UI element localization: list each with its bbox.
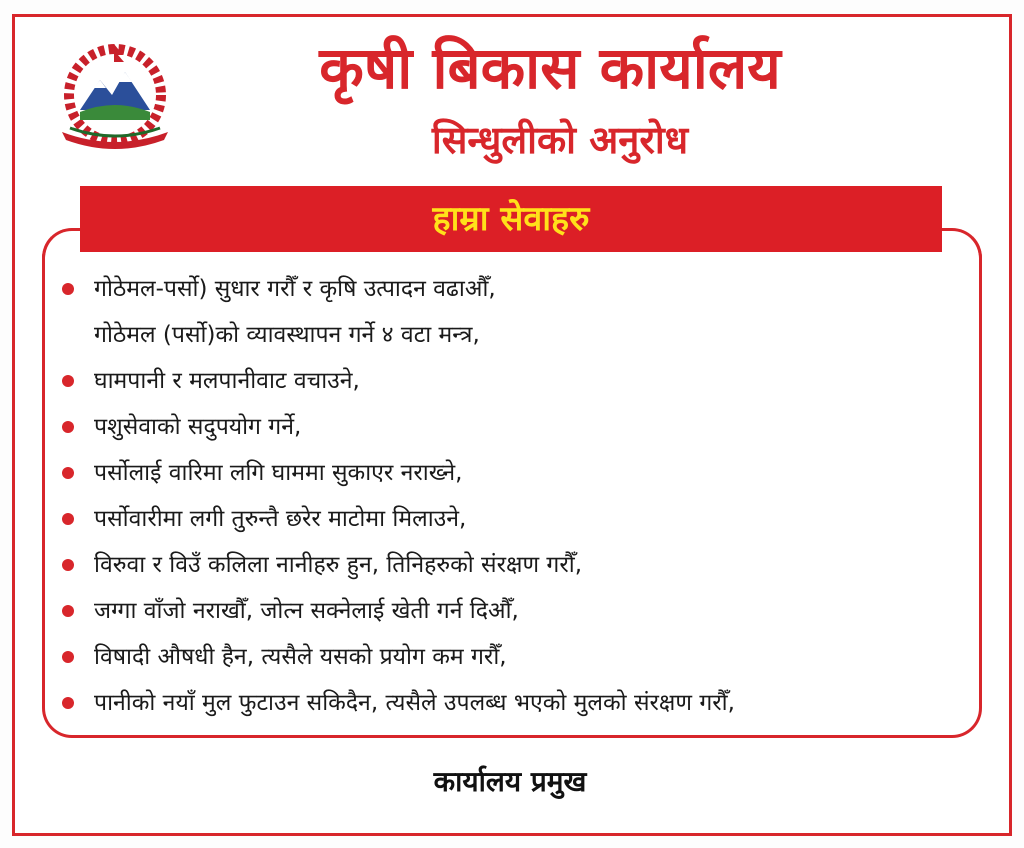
list-item [58, 404, 968, 450]
service-text: पर्सोवारीमा लगी तुरुन्तै छरेर माटोमा मिलाउने, [94, 506, 467, 532]
services-banner-label: हाम्रा सेवाहरु [432, 199, 590, 239]
service-text: विषादी औषधी हैन, त्यसैले यसको प्रयोग कम गरौँ, [94, 644, 507, 670]
list-item [58, 680, 968, 726]
service-text: गोठेमल (पर्सो)को व्यावस्थापन गर्ने ४ वटा मन्त्र, [94, 322, 480, 348]
office-subtitle: सिन्धुलीको अनुरोध [431, 118, 689, 162]
bullet-icon [62, 559, 74, 571]
service-text: पर्सोलाई वारिमा लगि घाममा सुकाएर नराख्ने, [94, 460, 463, 486]
service-text: पशुसेवाको सदुपयोग गर्ने, [94, 414, 302, 440]
list-item [58, 496, 968, 542]
bullet-icon [62, 283, 74, 295]
list-item [58, 450, 968, 496]
bullet-icon [62, 651, 74, 663]
service-text: जग्गा वाँजो नराखौँ, जोत्न सक्नेलाई खेती गर्न दिऔँ, [94, 598, 519, 624]
bullet-icon [62, 375, 74, 387]
bullet-icon [62, 513, 74, 525]
service-text: विरुवा र विउँ कलिला नानीहरु हुन, तिनिहरुको संरक्षण गरौँ, [94, 552, 583, 578]
list-item [58, 358, 968, 404]
list-item [58, 312, 968, 358]
office-chief-signature: कार्यालय प्रमुख [433, 765, 587, 798]
service-text: पानीको नयाँ मुल फुटाउन सकिदैन, त्यसैले उपलब्ध भएको मुलको संरक्षण गरौँ, [94, 690, 735, 716]
service-text: घामपानी र मलपानीवाट वचाउने, [94, 368, 360, 394]
list-item [58, 634, 968, 680]
bullet-icon [62, 467, 74, 479]
list-item [58, 542, 968, 588]
services-list [58, 266, 968, 726]
list-item [58, 266, 968, 312]
service-text: गोठेमल-पर्सो) सुधार गरौँ र कृषि उत्पादन वढाऔँ, [94, 276, 496, 302]
bullet-icon [62, 697, 74, 709]
office-title: कृषी बिकास कार्यालय [319, 34, 781, 102]
bullet-icon [62, 605, 74, 617]
list-item [58, 588, 968, 634]
nepal-government-emblem-icon [50, 40, 180, 150]
bullet-icon [62, 421, 74, 433]
